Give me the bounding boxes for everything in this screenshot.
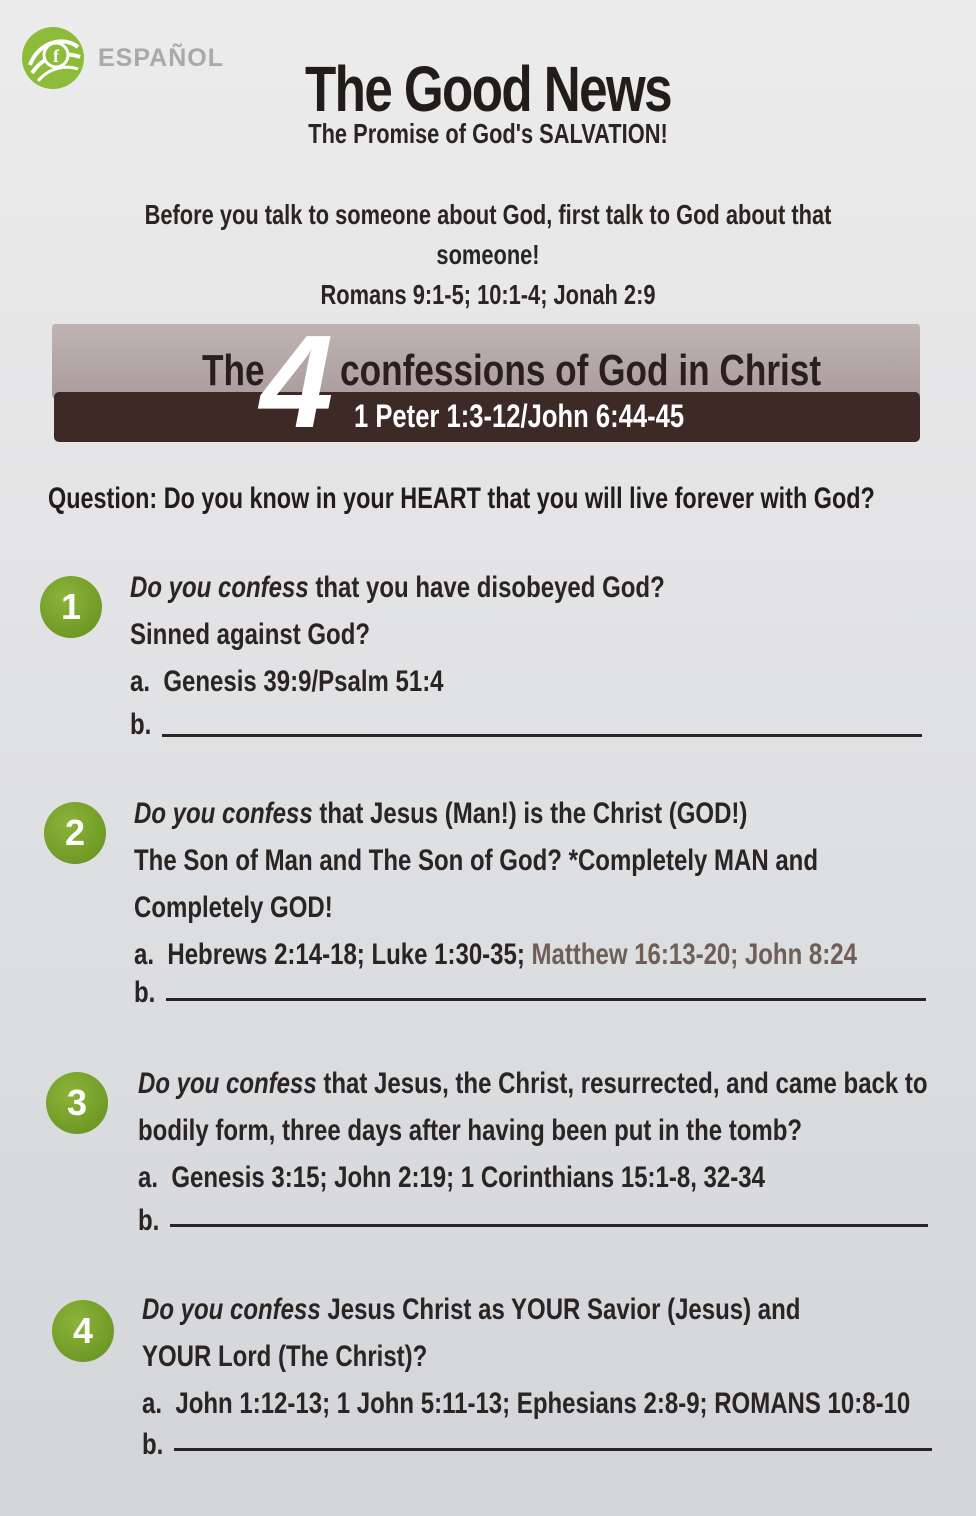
confession-text bbox=[134, 790, 857, 978]
banner-reference: 1 Peter 1:3-12/John 6:44-45 bbox=[354, 398, 685, 434]
references-text: Genesis 3:15; John 2:19; 1 Corinthians 15:1-8, 32-34 bbox=[171, 1161, 765, 1194]
references-text: Genesis 39:9/Psalm 51:4 bbox=[163, 665, 444, 698]
confession-line-2: Sinned against God? bbox=[130, 618, 371, 651]
confession-lead: Do you confess bbox=[138, 1067, 317, 1100]
confession-line-1 bbox=[130, 564, 665, 611]
confession-line-2: The Son of Man and The Son of God? *Completely MAN and bbox=[134, 844, 818, 877]
answer-label: b. bbox=[138, 1204, 160, 1237]
confession-lead: Do you confess bbox=[130, 571, 309, 604]
confession-line-1-rest: that you have disobeyed God? bbox=[308, 571, 665, 604]
intro-references: Romans 9:1-5; 10:1-4; Jonah 2:9 bbox=[320, 279, 656, 310]
references-text: John 1:12-13; 1 John 5:11-13; Ephesians 2:8-9; ROMANS 10:8-10 bbox=[175, 1387, 911, 1420]
answer-blank-line[interactable] bbox=[174, 1448, 932, 1451]
references-row bbox=[138, 1154, 928, 1201]
page-title: The Good News bbox=[304, 53, 672, 125]
answer-blank-line[interactable] bbox=[166, 998, 926, 1001]
confession-line-3: Completely GOD! bbox=[134, 891, 333, 924]
references-label: a. bbox=[138, 1161, 159, 1194]
confession-lead: Do you confess bbox=[134, 797, 313, 830]
confession-line-1 bbox=[138, 1060, 928, 1107]
confession-line-2: YOUR Lord (The Christ)? bbox=[142, 1340, 428, 1373]
answer-label: b. bbox=[142, 1428, 164, 1461]
page-subtitle: The Promise of God's SALVATION! bbox=[308, 118, 668, 149]
references-row bbox=[130, 658, 665, 705]
confession-text bbox=[142, 1286, 910, 1427]
confession-line-1-rest: that Jesus (Man!) is the Christ (GOD!) bbox=[312, 797, 748, 830]
answer-label: b. bbox=[134, 976, 156, 1009]
confession-text bbox=[138, 1060, 928, 1201]
section-banner bbox=[52, 308, 920, 455]
confession-line-1-rest: that Jesus, the Christ, resurrected, and came back to bbox=[316, 1067, 928, 1100]
confession-text bbox=[130, 564, 665, 705]
references-text-faded: Matthew 16:13-20; John 8:24 bbox=[531, 938, 857, 971]
intro-line: Before you talk to someone about God, first talk to God about that someone! bbox=[144, 199, 832, 270]
references-text: Hebrews 2:14-18; Luke 1:30-35; bbox=[167, 938, 532, 971]
main-question: Question: Do you know in your HEART that you will live forever with God? bbox=[48, 482, 875, 515]
references-label: a. bbox=[134, 938, 155, 971]
answer-blank-line[interactable] bbox=[162, 734, 922, 737]
number-badge: 4 bbox=[52, 1300, 114, 1362]
banner-heading: confessions of God in Christ bbox=[340, 346, 822, 395]
confession-line-1 bbox=[134, 790, 857, 837]
answer-blank-line[interactable] bbox=[170, 1224, 928, 1227]
confession-line-2: bodily form, three days after having been put in the tomb? bbox=[138, 1114, 803, 1147]
references-row bbox=[134, 931, 857, 978]
number-badge: 2 bbox=[44, 802, 106, 864]
banner-the: The bbox=[202, 346, 265, 395]
references-label: a. bbox=[142, 1387, 163, 1420]
references-row bbox=[142, 1380, 910, 1427]
answer-label: b. bbox=[130, 708, 152, 741]
confession-lead: Do you confess bbox=[142, 1293, 321, 1326]
svg-text:f: f bbox=[53, 46, 59, 66]
intro-text bbox=[107, 195, 868, 315]
language-link[interactable]: ESPAÑOL bbox=[98, 44, 224, 72]
confession-line-1 bbox=[142, 1286, 910, 1333]
number-badge: 1 bbox=[40, 576, 102, 638]
number-badge: 3 bbox=[46, 1072, 108, 1134]
references-label: a. bbox=[130, 665, 151, 698]
green-swirl-logo-icon bbox=[20, 25, 86, 91]
confession-line-1-rest: Jesus Christ as YOUR Savior (Jesus) and bbox=[320, 1293, 801, 1326]
banner-number: 4 bbox=[260, 308, 334, 455]
